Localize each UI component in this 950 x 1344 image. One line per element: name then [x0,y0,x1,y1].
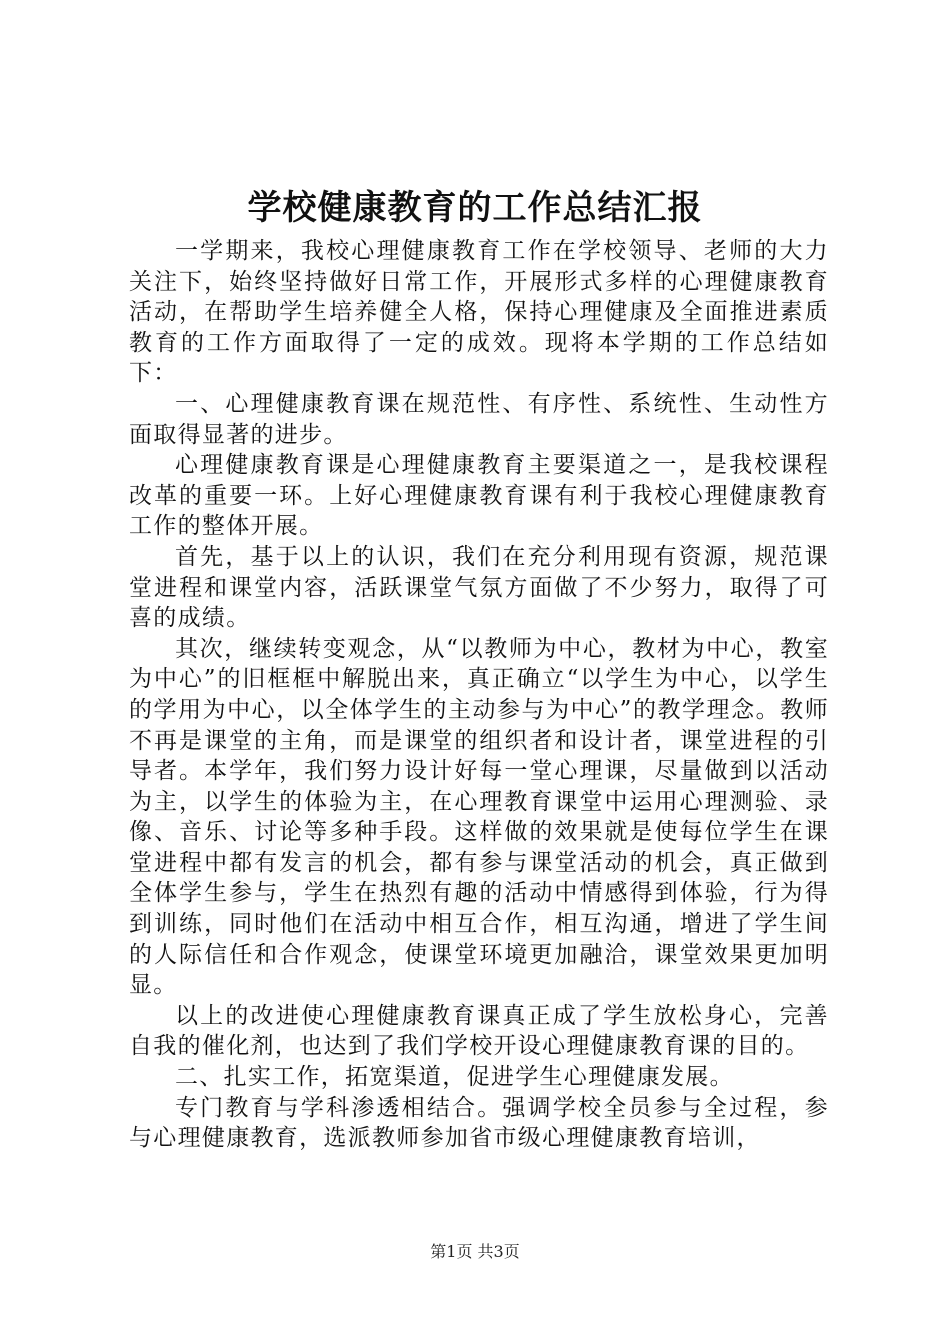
paragraph: 其次，继续转变观念，从“以教师为中心，教材为中心，教室为中心”的旧框框中解脱出来，真正确立“以学生为中心，以学生的学用为中心，以全体学生的主动参与为中心”的教学理念。教师不再是课堂的主角，而是课堂的组织者和设计者，课堂进程的引导者。本学年，我们努力设计好每一堂心理课，尽量做到以活动为主，以学生的体验为主，在心理教育课堂中运用心理测验、录像、音乐、讨论等多种手段。这样做的效果就是使每位学生在课堂进程中都有发言的机会，都有参与课堂活动的机会，真正做到全体学生参与，学生在热烈有趣的活动中情感得到体验，行为得到训练，同时他们在活动中相互合作，相互沟通，增进了学生间的人际信任和合作观念，使课堂环境更加融洽，课堂效果更加明显。 [129,635,829,999]
paragraph: 专门教育与学科渗透相结合。强调学校全员参与全过程，参与心理健康教育，选派教师参加省市级心理健康教育培训， [129,1094,829,1152]
paragraph: 首先，基于以上的认识，我们在充分利用现有资源，规范课堂进程和课堂内容，活跃课堂气氛方面做了不少努力，取得了可喜的成绩。 [129,543,829,632]
paragraph: 一学期来，我校心理健康教育工作在学校领导、老师的大力关注下，始终坚持做好日常工作，开展形式多样的心理健康教育活动，在帮助学生培养健全人格，保持心理健康及全面推进素质教育的工作方面取得了一定的成效。现将本学期的工作总结如下： [129,238,829,387]
paragraph: 心理健康教育课是心理健康教育主要渠道之一，是我校课程改革的重要一环。上好心理健康教育课有利于我校心理健康教育工作的整体开展。 [129,452,829,540]
paragraph: 以上的改进使心理健康教育课真正成了学生放松身心，完善自我的催化剂，也达到了我们学校开设心理健康教育课的目的。 [129,1002,829,1060]
document-title: 学校健康教育的工作总结汇报 [247,188,703,228]
page-footer: 第1页 共3页 [430,1242,520,1261]
section-heading: 一、心理健康教育课在规范性、有序性、系统性、生动性方面取得显著的进步。 [129,390,829,448]
document-body [129,236,829,1154]
section-heading: 二、扎实工作，拓宽渠道，促进学生心理健康发展。 [175,1064,734,1091]
